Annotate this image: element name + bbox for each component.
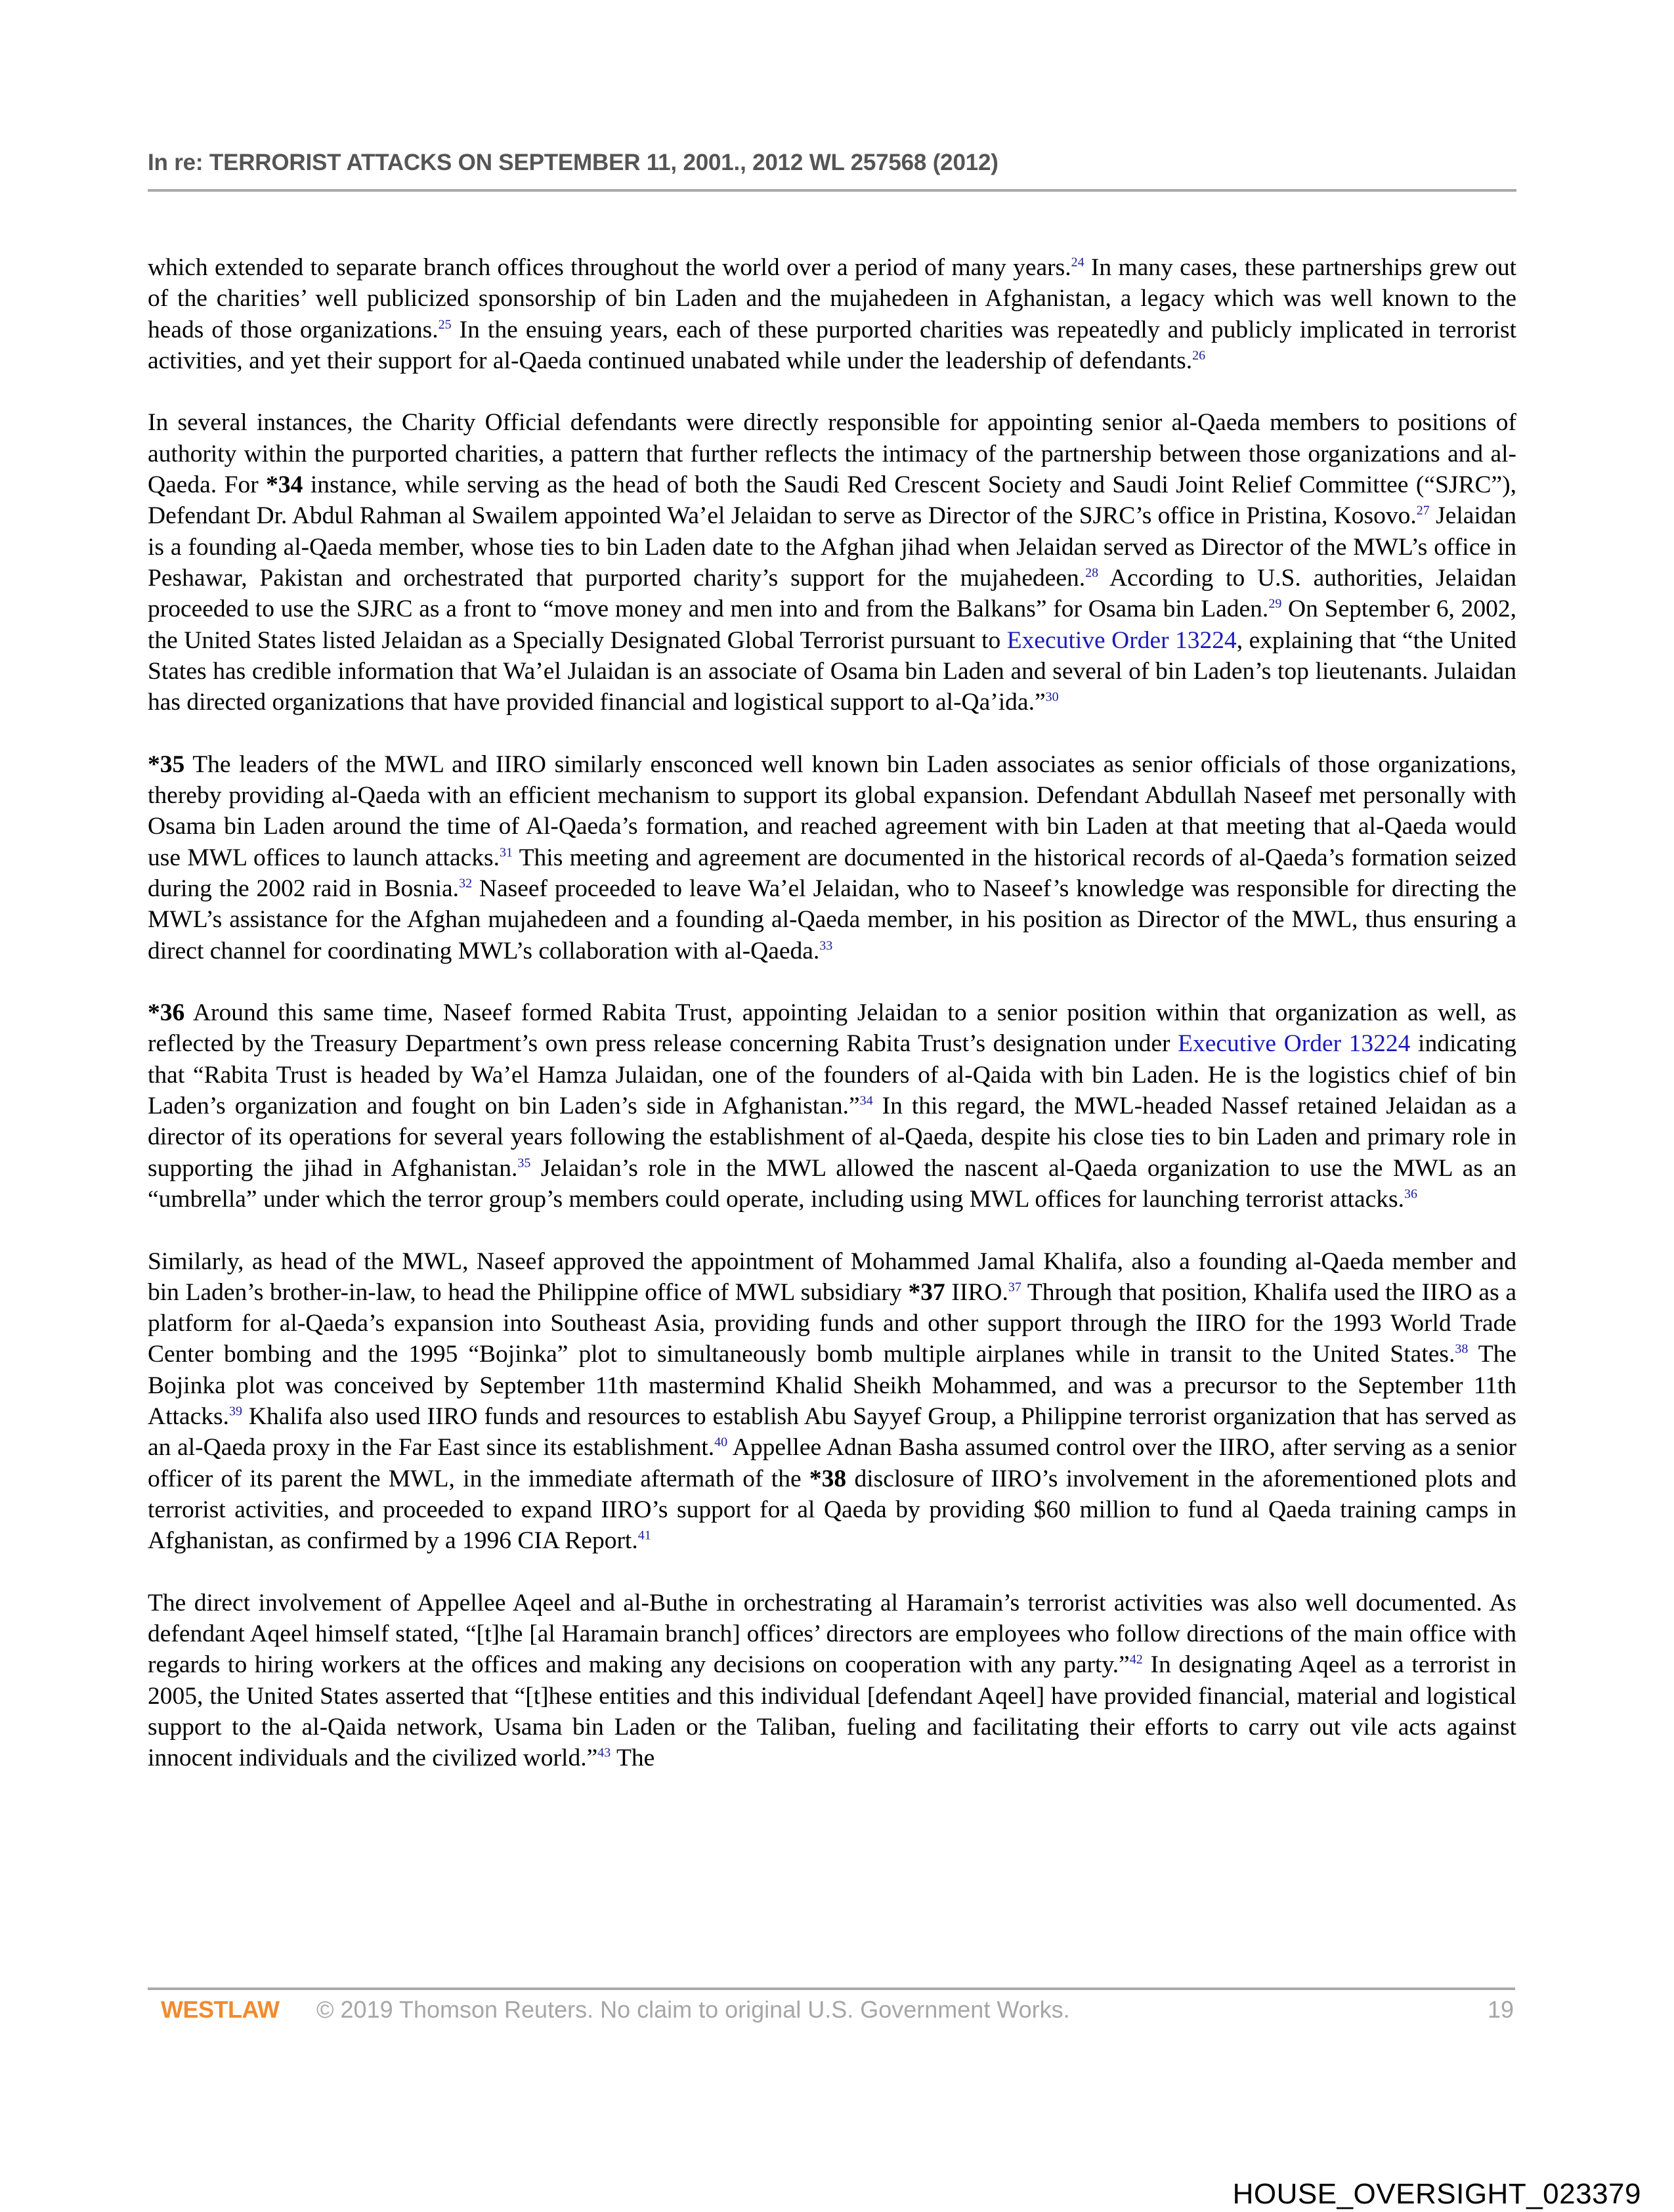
executive-order-link[interactable]: Executive Order 13224 [1178, 1030, 1411, 1058]
paragraph-text: Appellee Adnan Basha assumed control over the IIRO, after serving as a senior officer of its parent the MWL, in the immediate aftermath of the [148, 1434, 1516, 1492]
footnote-reference-link[interactable]: 40 [714, 1435, 728, 1450]
footnote-reference-link[interactable]: 28 [1085, 565, 1099, 580]
paragraph-text: instance, while serving as the head of both the Saudi Red Crescent Society and Saudi Joint Relief Committee (“SJRC”), Defendant Dr. Abdul Rahman al Swailem appointed Wa’el Jelaidan to serve as Director of the SJRC’s office in Pristina, Kosovo. [148, 471, 1516, 530]
footnote-reference-link[interactable]: 39 [228, 1404, 242, 1419]
footnote-reference-link[interactable]: 38 [1455, 1341, 1469, 1356]
paragraph-text: Similarly, as head of the MWL, Naseef approved the appointment of Mohammed Jamal Khalifa, also a founding al-Qaeda member and bin Laden’s brother-in-law, to head the Philippine office of MWL subsidiary [148, 1247, 1516, 1306]
footnote-reference-link[interactable]: 32 [459, 876, 473, 891]
executive-order-link[interactable]: Executive Order 13224 [1006, 626, 1237, 654]
paragraph-text: In several instances, the Charity Official defendants were directly responsible for appointing senior al-Qaeda members to positions of authority within the purported charities, a pattern that further reflects the intimacy of the partnership between those organizations and al-Qaeda. For [148, 409, 1516, 499]
star-page-marker: *38 [809, 1465, 847, 1492]
paragraph-text: According to U.S. authorities, Jelaidan proceeded to use the SJRC as a front to “move money and men into and from the Balkans” for Osama bin Laden. [148, 564, 1516, 623]
footnote-reference-link[interactable]: 30 [1045, 689, 1059, 705]
paragraph-text: Jelaidan is a founding al-Qaeda member, whose ties to bin Laden date to the Afghan jihad when Jelaidan served as Director of the MWL’s office in Peshawar, Pakistan and orchestrated that purported charity’s support for the mujahedeen. [148, 502, 1516, 592]
paragraph-text: In designating Aqeel as a terrorist in 2005, the United States asserted that “[t]hese entities and this individual [defendant Aqeel] have provided financial, material and logistical support to the al-Qaida network, Usama bin Laden or the Taliban, fueling and facilitating their efforts to carry out vile acts against innocent individuals and the civilized world.” [148, 1651, 1516, 1772]
footnote-reference-link[interactable]: 29 [1268, 596, 1282, 611]
paragraph-text: On September 6, 2002, the United States listed Jelaidan as a Specially Designated Global Terrorist pursuant to [148, 596, 1516, 654]
westlaw-logo: WESTLAW [161, 1996, 280, 2023]
paragraph-text: The [611, 1745, 655, 1772]
footnote-reference-link[interactable]: 26 [1192, 348, 1206, 363]
body-paragraph [148, 749, 1516, 966]
body-paragraph [148, 407, 1516, 718]
star-page-marker: *34 [266, 471, 303, 499]
paragraph-text: The Bojinka plot was conceived by September 11th mastermind Khalid Sheikh Mohammed, and was a precursor to the September 11th Attacks. [148, 1341, 1517, 1430]
page-footer [148, 1996, 1515, 2029]
document-header-title: In re: TERRORIST ATTACKS ON SEPTEMBER 11, 2001., 2012 WL 257568 (2012) [148, 150, 998, 175]
paragraph-text: The direct involvement of Appellee Aqeel and al-Buthe in orchestrating al Haramain’s terrorist activities was also well documented. As defendant Aqeel himself stated, “[t]he [al Haramain branch] offices’ directors are employees who follow directions of the main office with regards to hiring workers at the offices and making any decisions on cooperation with any party.” [148, 1589, 1516, 1679]
paragraph-text: In this regard, the MWL-headed Nassef retained Jelaidan as a director of its operations for several years following the establishment of al-Qaeda, despite his close ties to bin Laden and primary role in supporting the jihad in Afghanistan. [148, 1093, 1517, 1182]
paragraph-text: Jelaidan’s role in the MWL allowed the nascent al-Qaeda organization to use the MWL as an “umbrella” under which the terror group’s members could operate, including using MWL offices for launching terrorist attacks. [148, 1154, 1516, 1213]
footnote-reference-link[interactable]: 41 [637, 1528, 651, 1543]
star-page-marker: *36 [148, 999, 185, 1027]
body-paragraph [148, 252, 1516, 376]
paragraph-text: indicating that “Rabita Trust is headed by Wa’el Hamza Julaidan, one of the founders of al-Qaida with bin Laden. He is the logistics chief of bin Laden’s organization and fought on bin Laden’s side in Afghanistan.” [148, 1030, 1516, 1120]
footnote-reference-link[interactable]: 25 [438, 317, 452, 332]
footnote-reference-link[interactable]: 24 [1071, 255, 1084, 270]
header-divider [148, 189, 1516, 192]
paragraph-text: Around this same time, Naseef formed Rabita Trust, appointing Jelaidan to a senior position within that organization as well, as reflected by the Treasury Department’s own press release concerning Rabita Trust’s designation under [148, 999, 1516, 1058]
paragraph-text: Naseef proceeded to leave Wa’el Jelaidan, who to Naseef’s knowledge was responsible for directing the MWL’s assistance for the Afghan mujahedeen and a founding al-Qaeda member, in his position as Director of the MWL, thus ensuring a direct channel for coordinating MWL’s collaboration with al-Qaeda. [148, 875, 1516, 965]
footnote-reference-link[interactable]: 27 [1416, 503, 1430, 518]
body-paragraph [148, 1246, 1516, 1557]
footnote-reference-link[interactable]: 37 [1008, 1280, 1021, 1295]
footnote-reference-link[interactable]: 34 [859, 1093, 873, 1108]
copyright-notice: © 2019 Thomson Reuters. No claim to original U.S. Government Works. [316, 1996, 1070, 2023]
paragraph-text: which extended to separate branch offices throughout the world over a period of many years. [148, 254, 1071, 281]
paragraph-text: In many cases, these partnerships grew out of the charities’ well publicized sponsorship of bin Laden and the mujahedeen in Afghanistan, a legacy which was well known to the heads of those organizations. [148, 254, 1516, 343]
paragraph-text: This meeting and agreement are documented in the historical records of al-Qaeda’s formation seized during the 2002 raid in Bosnia. [148, 844, 1516, 902]
paragraph-text: IIRO. [945, 1278, 1008, 1306]
paragraph-text: Khalifa also used IIRO funds and resources to establish Abu Sayyef Group, a Philippine terrorist organization that has served as an al-Qaeda proxy in the Far East since its establishment. [148, 1402, 1516, 1462]
footnote-reference-link[interactable]: 43 [597, 1745, 611, 1760]
star-page-marker: *37 [908, 1278, 945, 1306]
footnote-reference-link[interactable]: 36 [1404, 1186, 1417, 1202]
page-number: 19 [1487, 1996, 1514, 2023]
body-paragraph [148, 997, 1516, 1215]
bates-number: HOUSE_OVERSIGHT_023379 [1232, 2178, 1641, 2210]
footnote-reference-link[interactable]: 33 [819, 938, 833, 953]
paragraph-text: , explaining that “the United States has credible information that Wa’el Julaidan is an associate of Osama bin Laden and several of bin Laden’s top lieutenants. Julaidan has directed organizations that have provided financial and logistical support to al-Qa’ida.” [148, 626, 1516, 716]
document-body [148, 252, 1516, 1805]
paragraph-text: Through that position, Khalifa used the IIRO as a platform for al-Qaeda’s expansion into Southeast Asia, providing funds and other support through the IIRO for the 1993 World Trade Center bombing and the 1995 “Bojinka” plot to simultaneously bomb multiple airplanes while in transit to the United States. [148, 1278, 1517, 1368]
paragraph-text: In the ensuing years, each of these purported charities was repeatedly and publicly implicated in terrorist activities, and yet their support for al-Qaeda continued unabated while under the leadership of defendants. [148, 316, 1517, 374]
footnote-reference-link[interactable]: 42 [1129, 1652, 1143, 1667]
footnote-reference-link[interactable]: 35 [517, 1156, 531, 1171]
paragraph-text: disclosure of IIRO’s involvement in the aforementioned plots and terrorist activities, and proceeded to expand IIRO’s support for al Qaeda by providing $60 million to fund al Qaeda training camps in Afghanistan, as confirmed by a 1996 CIA Report. [148, 1465, 1516, 1555]
footnote-reference-link[interactable]: 31 [499, 845, 513, 860]
body-paragraph [148, 1588, 1516, 1774]
star-page-marker: *35 [148, 750, 185, 778]
paragraph-text: The leaders of the MWL and IIRO similarly ensconced well known bin Laden associates as senior officials of those organizations, thereby providing al-Qaeda with an efficient mechanism to support its global expansion. Defendant Abdullah Naseef met personally with Osama bin Laden around the time of Al-Qaeda’s formation, and reached agreement with bin Laden at that meeting that al-Qaeda would use MWL offices to launch attacks. [148, 750, 1516, 871]
footer-divider [148, 1987, 1515, 1990]
